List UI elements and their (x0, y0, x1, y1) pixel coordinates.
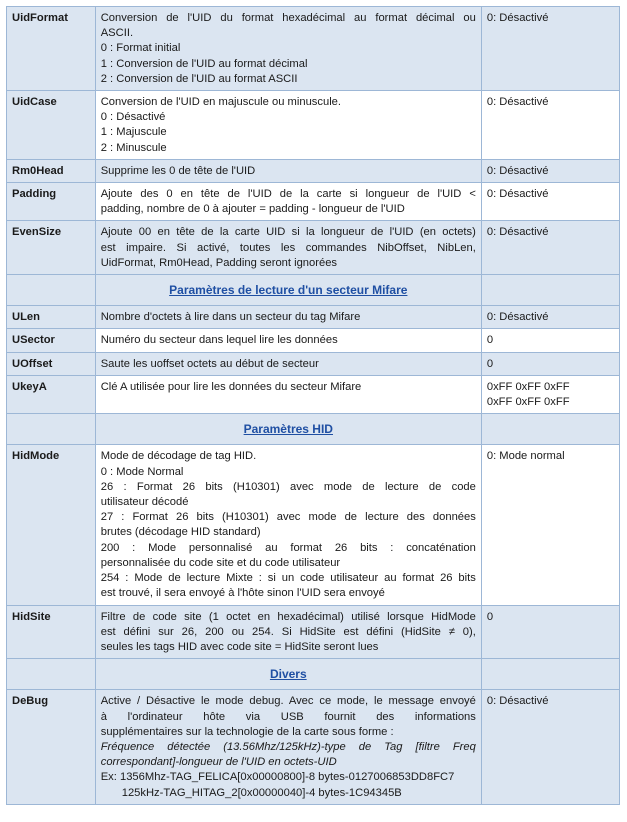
param-name: UkeyA (7, 375, 96, 413)
param-name: USector (7, 329, 96, 352)
param-description: Conversion de l'UID en majuscule ou minuscule. 0 : Désactivé 1 : Majuscule 2 : Minuscule (95, 91, 481, 160)
table-row-padding (7, 183, 620, 221)
param-description: Filtre de code site (1 octet en hexadécimal) utilisé lorsque HidMode est défini sur 26, 200 ou 254. Si HidSite est défini (HidSite ≠ 0), seules les tags HID avec code site = HidSite seront lues (95, 605, 481, 659)
param-description: Mode de décodage de tag HID. 0 : Mode Normal 26 : Format 26 bits (H10301) avec mode de lecture de code utilisateur décodé 27 : Format 26 bits (H10301) avec mode de lecture des données brutes (décodage HID standard) 200 : Mode personnalisé au format 26 bits : concaténation personnalisée du code site et du code utilisateur 254 : Mode de lecture Mixte : si un code utilisateur au format 26 bits est trouvé, il sera envoyé à l'hôte sinon l'UID sera envoyé (95, 445, 481, 605)
param-description: Ajoute des 0 en tête de l'UID de la carte si longueur de l'UID < padding, nombre de 0 à ajouter = padding - longueur de l'UID (95, 183, 481, 221)
section-header-divers (7, 659, 620, 690)
param-description: Clé A utilisée pour lire les données du secteur Mifare (95, 375, 481, 413)
param-default: 0: Désactivé (481, 690, 619, 804)
param-default: 0xFF 0xFF 0xFF 0xFF 0xFF 0xFF (481, 375, 619, 413)
section-title: Paramètres HID (243, 422, 333, 437)
param-name: UidFormat (7, 7, 96, 91)
parameters-table (6, 6, 620, 805)
param-description: Supprime les 0 de tête de l'UID (95, 159, 481, 182)
param-default: 0: Désactivé (481, 183, 619, 221)
section-title: Divers (269, 667, 307, 682)
param-default: 0: Désactivé (481, 7, 619, 91)
param-description: Active / Désactive le mode debug. Avec ce mode, le message envoyé à l'ordinateur hôte via USB fournit des informations supplémentaires sur la technologie de la carte sous forme : Fréquence détectée (13.56Mhz/125kHz)-type de Tag [filtre Freq correspondant]-longueur de l'UID en octets-UID Ex: 1356Mhz-TAG_FELICA[0x00000800]-8 bytes-0127006853DD8FC7 125kHz-TAG_HITAG_2[0x00000040]-4 bytes-1C94345B (95, 690, 481, 804)
param-name: DeBug (7, 690, 96, 804)
param-description: Ajoute 00 en tête de la carte UID si la longueur de l'UID (en octets) est impaire. Si activé, toutes les commandes NibOffset, NibLen, UidFormat, Rm0Head, Padding seront ignorées (95, 221, 481, 275)
param-description: Numéro du secteur dans lequel lire les données (95, 329, 481, 352)
section-header-hid (7, 414, 620, 445)
param-default: 0: Désactivé (481, 221, 619, 275)
table-row-hidsite (7, 605, 620, 659)
param-name: UOffset (7, 352, 96, 375)
param-name: Padding (7, 183, 96, 221)
param-default: 0: Désactivé (481, 91, 619, 160)
param-description: Nombre d'octets à lire dans un secteur du tag Mifare (95, 306, 481, 329)
param-name: EvenSize (7, 221, 96, 275)
param-name: Rm0Head (7, 159, 96, 182)
param-default: 0: Désactivé (481, 306, 619, 329)
table-row-uidcase (7, 91, 620, 160)
param-name: HidSite (7, 605, 96, 659)
param-default: 0 (481, 329, 619, 352)
table-row-usector (7, 329, 620, 352)
param-name: HidMode (7, 445, 96, 605)
param-description: Saute les uoffset octets au début de secteur (95, 352, 481, 375)
param-default: 0: Mode normal (481, 445, 619, 605)
param-description: Conversion de l'UID du format hexadécimal au format décimal ou ASCII. 0 : Format initial 1 : Conversion de l'UID au format décimal 2 : Conversion de l'UID au format ASCII (95, 7, 481, 91)
table-row-hidmode (7, 445, 620, 605)
param-default: 0: Désactivé (481, 159, 619, 182)
param-name: UidCase (7, 91, 96, 160)
section-title: Paramètres de lecture d'un secteur Mifare (169, 283, 408, 298)
table-row-ulen (7, 306, 620, 329)
section-header-mifare (7, 275, 620, 306)
table-row-uoffset (7, 352, 620, 375)
param-default: 0 (481, 605, 619, 659)
table-row-debug (7, 690, 620, 804)
param-default: 0 (481, 352, 619, 375)
param-name: ULen (7, 306, 96, 329)
table-row-evensize (7, 221, 620, 275)
table-row-rm0head (7, 159, 620, 182)
table-row-uidformat (7, 7, 620, 91)
table-row-ukeya (7, 375, 620, 413)
